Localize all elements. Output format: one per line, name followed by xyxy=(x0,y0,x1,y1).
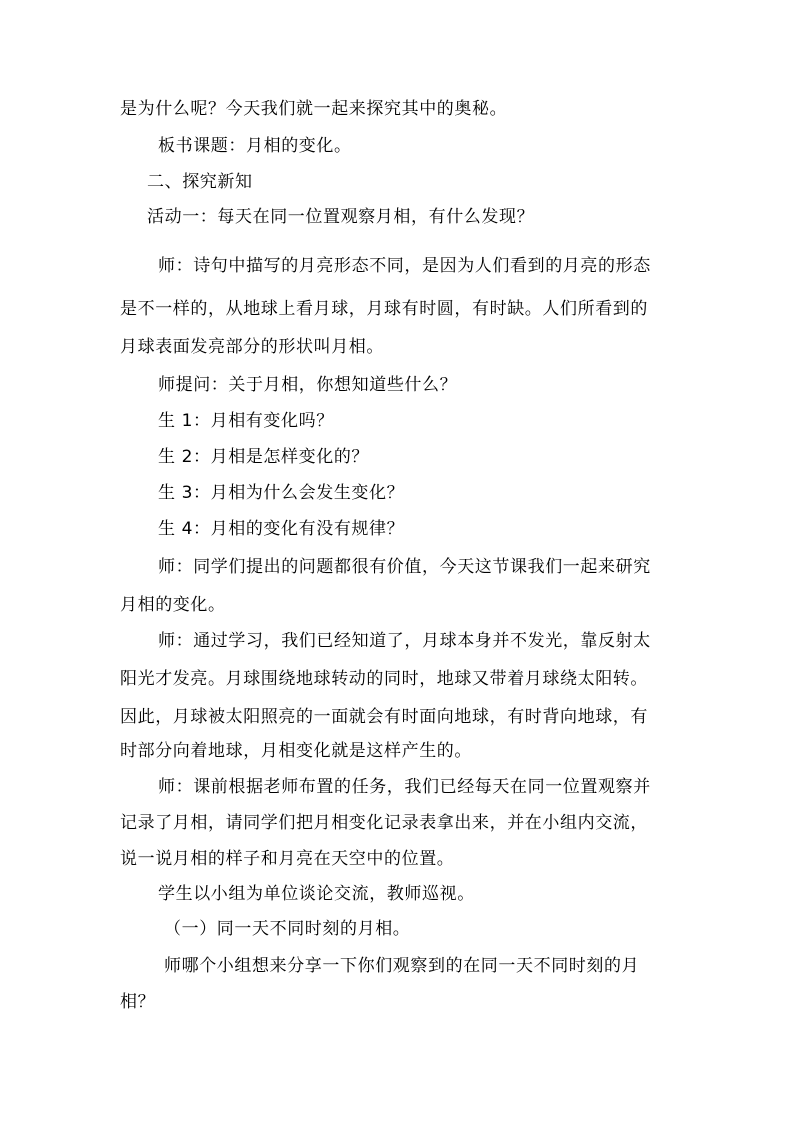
paragraph-line: 月球表面发亮部分的形状叫月相。 xyxy=(120,337,384,357)
paragraph-line: 相？ xyxy=(120,992,156,1012)
paragraph-line: 师提问：关于月相，你想知道些什么？ xyxy=(158,375,458,395)
paragraph-line: 记录了月相，请同学们把月相变化记录表拿出来，并在小组内交流， xyxy=(120,813,648,833)
paragraph-line: 因此，月球被太阳照亮的一面就会有时面向地球，有时背向地球，有 xyxy=(120,707,648,727)
activity-heading: 活动一：每天在同一位置观察月相，有什么发现？ xyxy=(147,207,535,227)
paragraph-line: 师：课前根据老师布置的任务，我们已经每天在同一位置观察并 xyxy=(158,777,651,797)
paragraph-line: 生 1：月相有变化吗？ xyxy=(158,411,334,431)
paragraph-line: 月相的变化。 xyxy=(120,595,226,615)
paragraph-line: 师：同学们提出的问题都很有价值，今天这节课我们一起来研究 xyxy=(158,557,651,577)
paragraph-line: 生 3：月相为什么会发生变化？ xyxy=(158,483,405,503)
paragraph-line: 板书课题：月相的变化。 xyxy=(158,136,352,156)
section-heading: 二、探究新知 xyxy=(147,172,253,192)
paragraph-line: 阳光才发亮。月球围绕地球转动的同时，地球又带着月球绕太阳转。 xyxy=(120,669,648,689)
paragraph-line: 师：诗句中描写的月亮形态不同，是因为人们看到的月亮的形态 xyxy=(158,256,651,276)
paragraph-line: 时部分向着地球，月相变化就是这样产生的。 xyxy=(120,741,472,761)
paragraph-line: 师：通过学习，我们已经知道了，月球本身并不发光，靠反射太 xyxy=(158,631,651,651)
subsection-heading: （一）同一天不同时刻的月相。 xyxy=(164,919,411,939)
paragraph-line: 师哪个小组想来分享一下你们观察到的在同一天不同时刻的月 xyxy=(164,956,640,976)
paragraph-line: 说一说月相的样子和月亮在天空中的位置。 xyxy=(120,849,455,869)
paragraph-line: 生 4：月相的变化有没有规律？ xyxy=(158,519,405,539)
paragraph-line: 学生以小组为单位谈论交流，教师巡视。 xyxy=(158,884,475,904)
paragraph-line: 是不一样的，从地球上看月球，月球有时圆，有时缺。人们所看到的 xyxy=(120,299,648,319)
paragraph-line: 生 2：月相是怎样变化的？ xyxy=(158,447,370,467)
paragraph-line: 是为什么呢？今天我们就一起来探究其中的奥秘。 xyxy=(120,99,508,119)
